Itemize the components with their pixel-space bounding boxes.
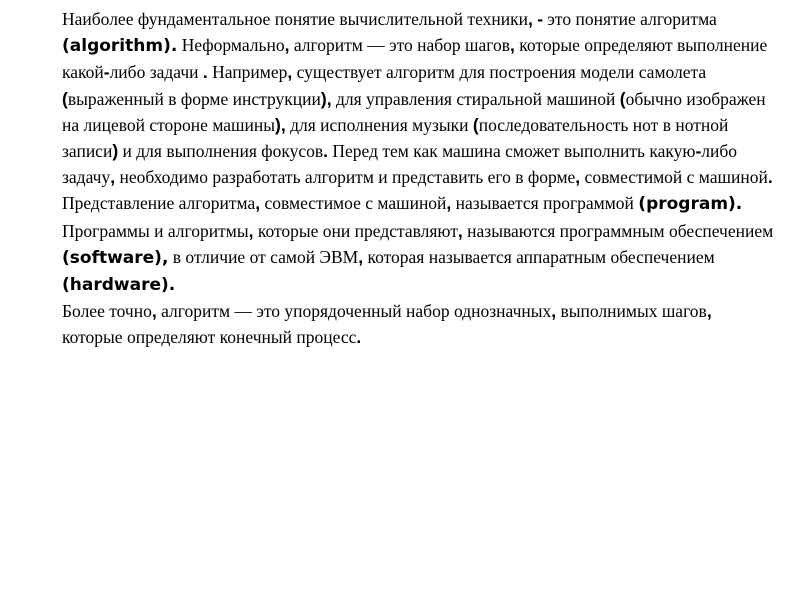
punctuation: - <box>103 62 110 83</box>
punctuation: ( <box>619 88 626 109</box>
punctuation: ( <box>472 114 479 135</box>
text-run: существует алгоритм для построения модели самолета <box>292 62 707 83</box>
punctuation: . <box>767 167 773 188</box>
text-run: обычно изображен на лицевой стороне машины <box>62 88 766 135</box>
text-run: алгоритм — это упорядоченный набор однозначных <box>156 301 552 322</box>
punctuation: , <box>446 193 452 214</box>
text-run: алгоритм — это набор шагов <box>289 35 511 56</box>
paragraph-precise-definition <box>62 298 774 350</box>
text-run: совместимой с машиной <box>580 167 768 188</box>
text-run: которые они представляют <box>253 220 458 241</box>
punctuation: - <box>695 141 702 162</box>
punctuation: , <box>358 246 364 267</box>
text-run: в отличие от самой ЭВМ <box>168 246 359 267</box>
punctuation: . <box>323 141 328 162</box>
term-software: (software), <box>62 247 169 268</box>
text-run: последовательность нот в нотной записи <box>62 114 729 162</box>
punctuation: ), <box>320 88 332 109</box>
term-algorithm: (algorithm). <box>62 36 178 57</box>
punctuation: . <box>356 327 362 348</box>
punctuation: ), <box>275 114 286 135</box>
punctuation: . <box>202 62 208 83</box>
text-run: которые определяют конечный процесс <box>62 327 357 348</box>
text-run: либо задачи <box>109 62 203 83</box>
text-run: Программы и алгоритмы <box>62 220 249 241</box>
text-run: Неформально <box>177 35 285 56</box>
text-run: и для выполнения фокусов <box>118 141 324 162</box>
text-run: выполнимых шагов <box>556 301 707 322</box>
text-run: называются программным обеспечением <box>462 220 774 241</box>
text-run: Представление алгоритма <box>62 193 256 214</box>
punctuation: ) <box>112 141 119 162</box>
punctuation: , <box>151 301 157 322</box>
term-program: (program). <box>638 194 743 215</box>
text-run: для управления стиральной машиной <box>331 88 620 109</box>
text-run: совместимое с машиной <box>260 193 447 214</box>
punctuation: , <box>284 35 290 56</box>
punctuation: , <box>551 301 557 322</box>
text-run: Например <box>207 62 288 83</box>
text-run: которые определяют выполнение какой <box>62 35 768 83</box>
body-text <box>62 6 774 351</box>
paragraph-algorithm-definition <box>62 6 774 298</box>
text-run: Перед тем как машина сможет выполнить какую <box>328 141 696 162</box>
punctuation: , <box>575 167 581 188</box>
text-run: Более точно <box>62 301 152 322</box>
text-run: Наиболее фундаментальное понятие вычислительной техники <box>62 9 528 29</box>
punctuation: , <box>706 301 712 322</box>
text-run: либо задачу <box>62 141 738 188</box>
punctuation: , <box>248 220 254 241</box>
punctuation: , <box>527 9 533 29</box>
punctuation: , <box>287 62 293 83</box>
text-run: это понятие алгоритма <box>543 9 717 29</box>
punctuation: , <box>255 193 261 214</box>
punctuation: - <box>537 9 544 29</box>
text-run: необходимо разработать алгоритм и представить его в форме <box>115 167 576 188</box>
punctuation: ( <box>62 88 68 109</box>
text-run: называется программой <box>451 193 639 214</box>
term-hardware: (hardware). <box>62 275 176 296</box>
punctuation: , <box>110 167 116 188</box>
punctuation: , <box>510 35 515 56</box>
punctuation: , <box>457 220 463 241</box>
text-run: выраженный в форме инструкции <box>67 88 321 109</box>
text-run: которая называется аппаратным обеспечением <box>363 246 715 267</box>
text-run: для исполнения музыки <box>285 114 473 135</box>
